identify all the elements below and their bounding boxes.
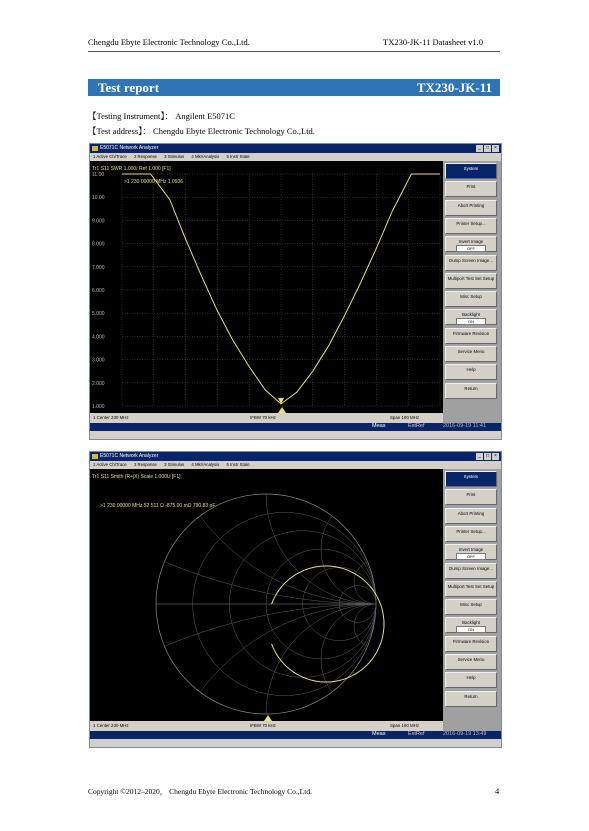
softkey-backlight[interactable]: Backlight ON xyxy=(445,617,497,633)
span: Span 100 MHz xyxy=(390,415,420,420)
timestamp: 2016-09-19 11:41 xyxy=(443,423,487,429)
softkey-abort-printing[interactable]: Abort Printing xyxy=(445,200,497,216)
center-freq: 1 Center 230 MHz xyxy=(93,415,129,420)
softkey-firmware-revision[interactable]: Firmware Revision xyxy=(445,636,497,652)
smith-reactance-arc xyxy=(156,604,443,721)
ifbw: IFBW 70 kHz xyxy=(250,415,276,420)
softkey-help[interactable]: Help xyxy=(445,672,497,688)
softkey-print[interactable]: Print xyxy=(445,181,497,197)
marker-readout: >1 230.00000 MHz 52.511 Ω -875.00 mΩ 790.83 pF xyxy=(100,503,216,509)
header-doc: TX230-JK-11 Datasheet v1.0 xyxy=(383,37,484,47)
menu-stimulus[interactable]: 3 Stimulus xyxy=(164,154,185,159)
softkey-return[interactable]: Return xyxy=(445,691,497,707)
y-tick-label: 1.000 xyxy=(92,404,105,410)
extref-status: ExtRef xyxy=(408,731,425,737)
timestamp: 2016-09-19 13:49 xyxy=(443,731,487,737)
y-tick-label: 9.000 xyxy=(92,218,105,225)
header-rule xyxy=(88,51,500,52)
menu-response[interactable]: 2 Response xyxy=(133,462,157,467)
minimize-button[interactable]: _ xyxy=(476,145,483,152)
analyzer-screenshot-smith xyxy=(89,451,502,748)
menu-instr-state[interactable]: 5 Instr State xyxy=(226,154,250,159)
app-icon xyxy=(92,454,98,459)
menu-bar xyxy=(90,153,501,161)
section-banner xyxy=(88,79,500,96)
y-tick-label: 7.000 xyxy=(92,264,105,271)
minimize-button[interactable]: _ xyxy=(476,453,483,460)
menu-mkr-analysis[interactable]: 4 Mkr/Analysis xyxy=(191,154,220,159)
status-bar xyxy=(90,413,443,423)
smith-plot-area xyxy=(90,469,443,721)
trace-label: Tr1 S11 SWR 1.000/ Ref 1.000 [F1] xyxy=(92,166,171,172)
softkey-print[interactable]: Print xyxy=(445,489,497,505)
smith-reactance-arc xyxy=(90,469,443,604)
softkey-return[interactable]: Return xyxy=(445,383,497,399)
softkey-misc-setup[interactable]: Misc Setup xyxy=(445,291,497,307)
smith-reactance-arc xyxy=(321,604,431,714)
app-icon xyxy=(92,146,98,151)
close-button[interactable]: × xyxy=(492,453,499,460)
span: Span 100 MHz xyxy=(390,723,420,728)
status-bar xyxy=(90,721,443,731)
y-tick-label: 3.000 xyxy=(92,357,105,364)
softkey-firmware-revision[interactable]: Firmware Revision xyxy=(445,328,497,344)
smith-reactance-arc xyxy=(321,494,431,604)
softkey-system[interactable]: System xyxy=(445,163,497,179)
maximize-button[interactable]: □ xyxy=(485,145,490,151)
close-button[interactable]: × xyxy=(492,145,499,152)
page-number: 4 xyxy=(495,786,500,796)
softkey-multiport-test-set-setup[interactable]: Multiport Test Set Setup xyxy=(445,581,497,597)
y-tick-label: 11.00 xyxy=(92,172,105,178)
window-title: E5071C Network Analyzer xyxy=(100,145,159,151)
marker-readout: >1 230.00000 MHz 1.0936 xyxy=(124,179,184,185)
y-tick-label: 6.000 xyxy=(92,288,105,294)
meas-status: Meas xyxy=(372,731,386,737)
softkey-abort-printing[interactable]: Abort Printing xyxy=(445,508,497,524)
softkey-misc-setup[interactable]: Misc Setup xyxy=(445,599,497,615)
test-address: 【Test address】： Chengdu Ebyte Electronic Technology Co.,Ltd. xyxy=(88,126,315,136)
analyzer-screenshot-swr xyxy=(89,143,502,440)
softkey-service-menu[interactable]: Service Menu xyxy=(445,346,497,362)
softkey-service-menu[interactable]: Service Menu xyxy=(445,654,497,670)
menu-bar xyxy=(90,461,501,469)
softkey-dump-screen-image[interactable]: Dump Screen Image... xyxy=(445,255,497,271)
softkey-multiport-test-set-setup[interactable]: Multiport Test Set Setup xyxy=(445,273,497,289)
softkey-printer-setup[interactable]: Printer Setup... xyxy=(445,218,497,234)
softkey-dump-screen-image[interactable]: Dump Screen Image... xyxy=(445,563,497,579)
swr-chart xyxy=(90,161,443,413)
softkey-panel xyxy=(443,469,501,731)
instrument-status-bar xyxy=(90,731,501,739)
softkey-backlight[interactable]: Backlight ON xyxy=(445,309,497,325)
softkey-printer-setup[interactable]: Printer Setup... xyxy=(445,526,497,542)
swr-plot-area xyxy=(90,161,443,413)
extref-status: ExtRef xyxy=(408,423,425,429)
meas-status: Meas xyxy=(372,423,386,429)
menu-stimulus[interactable]: 3 Stimulus xyxy=(164,462,185,467)
banner-model: TX230-JK-11 xyxy=(416,80,492,95)
trace-label: Tr1 S11 Smith (R+jX) Scale 1.000U [F1] xyxy=(92,474,181,480)
softkey-invert-image[interactable]: Invert Image OFF xyxy=(445,544,497,560)
softkey-invert-image[interactable]: Invert Image OFF xyxy=(445,236,497,252)
y-tick-label: 8.000 xyxy=(92,241,105,248)
y-tick-label: 5.000 xyxy=(92,311,105,318)
smith-reactance-arc xyxy=(156,469,443,604)
smith-chart xyxy=(90,469,443,721)
banner-title: Test report xyxy=(98,80,160,95)
softkey-panel xyxy=(443,161,501,423)
y-tick-label: 4.000 xyxy=(92,334,105,341)
menu-mkr-analysis[interactable]: 4 Mkr/Analysis xyxy=(191,462,220,467)
menu-active-ch[interactable]: 1 Active Ch/Trace xyxy=(93,154,127,159)
center-freq: 1 Center 230 MHz xyxy=(93,723,129,728)
ifbw: IFBW 70 kHz xyxy=(250,723,276,728)
smith-trace xyxy=(272,566,385,682)
maximize-button[interactable]: □ xyxy=(485,453,490,459)
y-tick-label: 2.000 xyxy=(92,380,105,387)
testing-instrument: 【Testing Instrument】： Angilent E5071C xyxy=(88,111,235,121)
window-titlebar xyxy=(90,144,501,153)
instrument-status-bar xyxy=(90,423,501,431)
y-tick-label: 10.00 xyxy=(92,195,105,202)
softkey-help[interactable]: Help xyxy=(445,364,497,380)
smith-reactance-arc xyxy=(266,469,443,604)
footer-copyright: Copyright ©2012–2020， Chengdu Ebyte Electronic Technology Co.,Ltd. xyxy=(88,787,312,796)
window-title: E5071C Network Analyzer xyxy=(100,453,159,459)
menu-response[interactable]: 2 Response xyxy=(133,154,157,159)
menu-instr-state[interactable]: 5 Instr State xyxy=(226,462,250,467)
header-company: Chengdu Ebyte Electronic Technology Co.,Ltd. xyxy=(88,37,250,47)
softkey-system[interactable]: System xyxy=(445,471,497,487)
window-titlebar xyxy=(90,452,501,461)
menu-active-ch[interactable]: 1 Active Ch/Trace xyxy=(93,462,127,467)
